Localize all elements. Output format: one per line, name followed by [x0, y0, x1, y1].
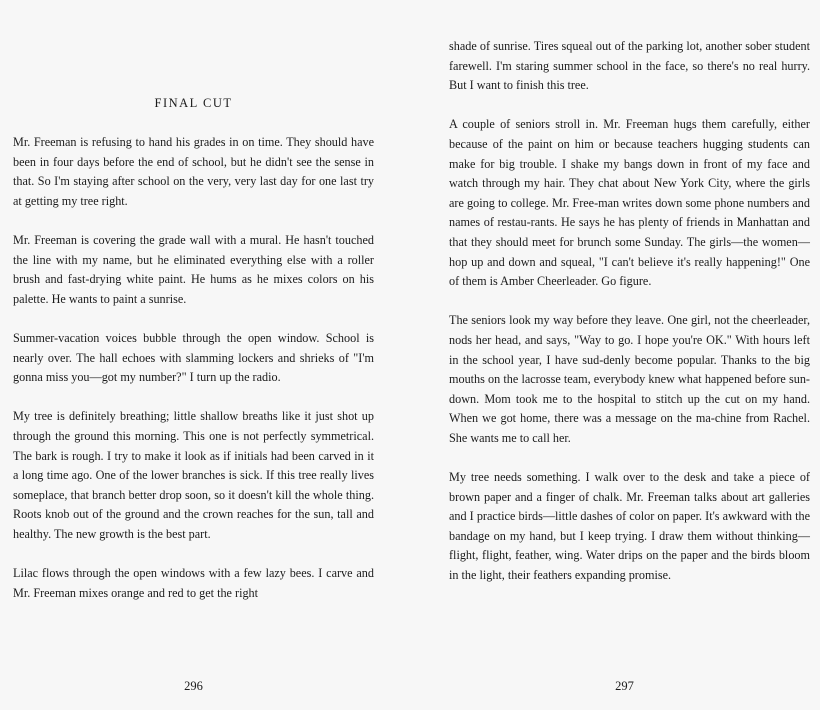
left-page	[13, 0, 374, 710]
paragraph: Summer-vacation voices bubble through the open window. School is nearly over. The hall echoes with slamming lockers and shrieks of "I'm gonna miss you—got my number?" I turn up the radio.	[13, 330, 374, 385]
paragraph: A couple of seniors stroll in. Mr. Freeman hugs them carefully, either because of the paint on him or because teachers hugging students can make for big trouble. I shake my bangs down in front of my face and watch through my hair. They chat about New York City, where the girls are going to college. Mr. Free-man writes down some phone numbers and names of restau-rants. He says he has plenty of friends in Manhattan and that they should meet for brunch some Sunday. The girls—the women—hop up and down and squeal, "I can't believe it's really happening!" One of them is Amber Cheerleader. Go figure.	[449, 117, 810, 289]
paragraph: shade of sunrise. Tires squeal out of the parking lot, another sober student farewell. I'm staring summer school in the face, so there's no real hurry. But I want to finish this tree.	[449, 39, 810, 93]
page-number: 297	[615, 679, 634, 693]
paragraph: My tree needs something. I walk over to the desk and take a piece of brown paper and a finger of chalk. Mr. Freeman talks about art galleries and I practice birds—little dashes of color on paper. It's awkward with the bandage on my hand, but I keep trying. I draw them without thinking—flight, flight, feather, wing. Water drips on the paper and the birds bloom in the light, their feathers expanding promise.	[449, 470, 810, 583]
right-page	[449, 0, 810, 710]
paragraph: The seniors look my way before they leave. One girl, not the cheerleader, nods her head, and says, "Way to go. I hope you're OK." With hours left in the school year, I have sud-denly become popular. Thanks to the big mouths on the lacrosse team, everybody knew what happened before sun-down. Mom took me to the hospital to stitch up the cut on my hand. When we got home, there was a message on the ma-chine from Rachel. She wants me to call her.	[449, 313, 810, 445]
paragraph: Mr. Freeman is refusing to hand his grades in on time. They should have been in four days before the end of school, but he didn't see the sense in that. So I'm staying after school on the very, very last day for one last try at getting my tree right.	[13, 135, 374, 208]
chapter-title: FINAL CUT	[154, 96, 233, 110]
page-number: 296	[184, 679, 203, 693]
paragraph: My tree is definitely breathing; little shallow breaths like it just shot up through the ground this morning. This one is not perfectly symmetrical. The bark is rough. I try to make it look as if initials had been carved in it a long time ago. One of the lower branches is sick. If this tree really lives someplace, that branch better drop soon, so it doesn't kill the whole thing. Roots knob out of the ground and the crown reaches for the sun, tall and healthy. The new growth is the best part.	[13, 409, 374, 541]
paragraph: Lilac flows through the open windows with a few lazy bees. I carve and Mr. Freeman mixes orange and red to get the right	[13, 566, 374, 600]
right-page-body	[449, 37, 810, 605]
paragraph: Mr. Freeman is covering the grade wall with a mural. He hasn't touched the line with my name, but he eliminated everything else with a roller brush and fast-drying white paint. He hums as he mixes colors on his palette. He wants to paint a sunrise.	[13, 232, 374, 306]
left-page-body	[13, 133, 374, 623]
